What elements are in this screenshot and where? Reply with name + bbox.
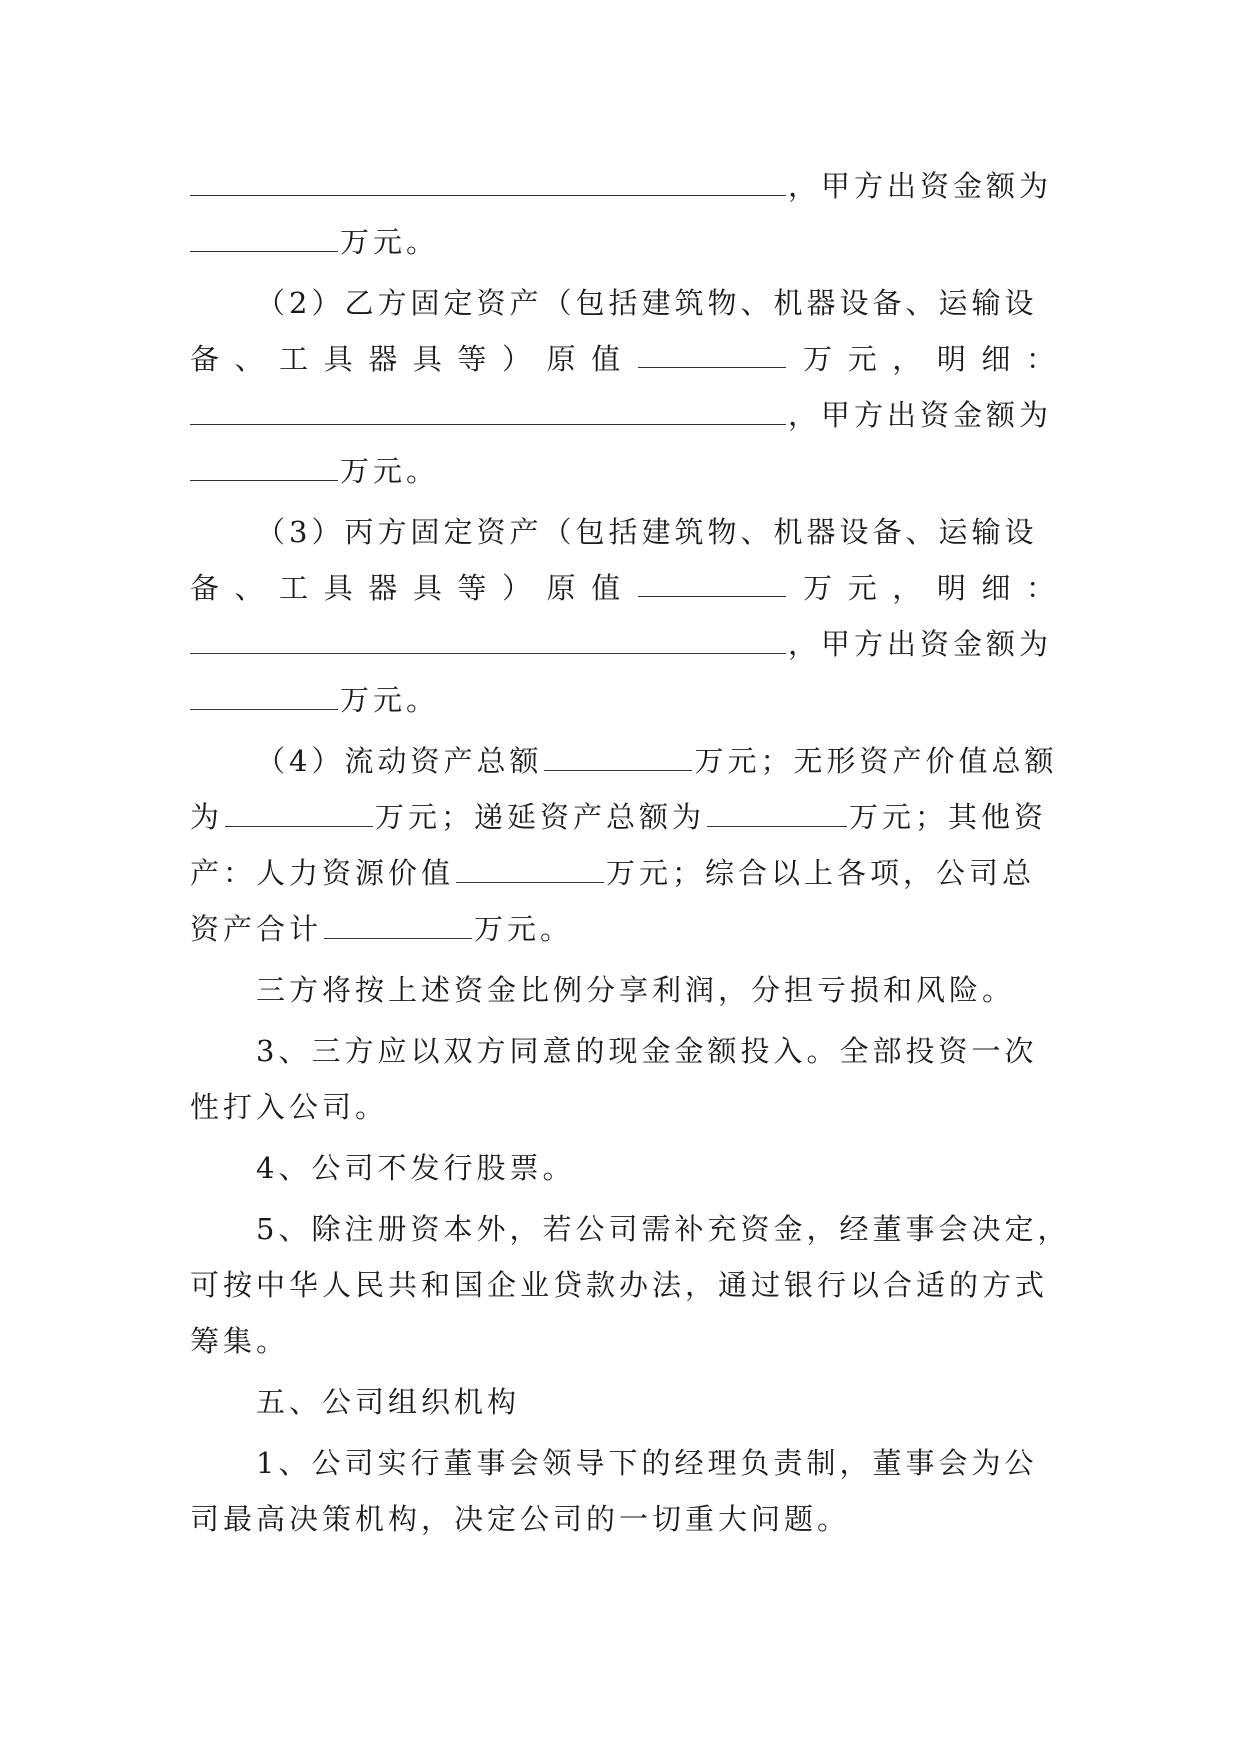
char: 具 bbox=[323, 571, 353, 605]
text-line bbox=[256, 1148, 1055, 1188]
text-line bbox=[190, 1321, 1055, 1361]
char: 明 bbox=[936, 571, 966, 605]
blank-field bbox=[190, 167, 786, 196]
char: 值 bbox=[591, 342, 621, 376]
line-text: 万元。 bbox=[340, 683, 440, 717]
char: ） bbox=[501, 342, 531, 376]
char: 万 bbox=[803, 571, 833, 605]
line-text: ，甲方出资金额为 bbox=[788, 398, 1053, 432]
line-text: 万元。 bbox=[340, 454, 440, 488]
text-line bbox=[190, 909, 1055, 949]
char: 备 bbox=[190, 571, 220, 605]
text-line bbox=[190, 1265, 1055, 1305]
line-text: 万元；递延资产总额为 bbox=[375, 800, 706, 834]
char: 明 bbox=[936, 342, 966, 376]
char: 具 bbox=[412, 342, 442, 376]
text-line bbox=[190, 797, 1055, 837]
char: 元 bbox=[847, 342, 877, 376]
char: 原 bbox=[546, 342, 576, 376]
char: 工 bbox=[279, 342, 309, 376]
char: 等 bbox=[457, 571, 487, 605]
line-text: 为 bbox=[190, 800, 224, 834]
line-text: 1、公司实行董事会领导下的经理负责制，董事会为公 bbox=[256, 1446, 1038, 1480]
char: ） bbox=[501, 571, 531, 605]
line-text: （4）流动资产总额 bbox=[256, 744, 543, 778]
char: 、 bbox=[234, 342, 264, 376]
blank-field bbox=[190, 396, 786, 425]
blank-field bbox=[638, 568, 786, 597]
line-text: 万元。 bbox=[340, 225, 440, 259]
section-heading bbox=[256, 1382, 1055, 1422]
line-text: 可按中华人民共和国企业贷款办法，通过银行以合适的方式 bbox=[190, 1268, 1049, 1302]
char: 备 bbox=[190, 342, 220, 376]
blank-field bbox=[190, 625, 786, 654]
line-text: 司最高决策机构，决定公司的一切重大问题。 bbox=[190, 1502, 851, 1536]
line-text: 性打入公司。 bbox=[190, 1090, 389, 1124]
char: 等 bbox=[457, 342, 487, 376]
heading-text: 五、公司组织机构 bbox=[256, 1385, 521, 1419]
line-text: 产：人力资源价值 bbox=[190, 856, 455, 890]
line-text: ，甲方出资金额为 bbox=[788, 627, 1053, 661]
text-line bbox=[256, 283, 1055, 323]
char: 万 bbox=[803, 342, 833, 376]
char: 具 bbox=[412, 571, 442, 605]
text-line bbox=[190, 166, 1055, 206]
blank-field bbox=[190, 223, 338, 252]
text-line bbox=[190, 451, 1055, 491]
blank-field bbox=[225, 798, 373, 827]
text-line bbox=[256, 741, 1058, 781]
char: 、 bbox=[234, 571, 264, 605]
text-line bbox=[190, 339, 1055, 379]
char: 值 bbox=[591, 571, 621, 605]
text-line bbox=[256, 512, 1055, 552]
line-text: （3）丙方固定资产（包括建筑物、机器设备、运输设 bbox=[256, 515, 1038, 549]
char: 器 bbox=[368, 571, 398, 605]
char: 具 bbox=[323, 342, 353, 376]
char: 细 bbox=[981, 342, 1011, 376]
char: 原 bbox=[546, 571, 576, 605]
line-text: 4、公司不发行股票。 bbox=[256, 1151, 576, 1185]
text-line bbox=[256, 1031, 1055, 1071]
blank-field bbox=[456, 854, 604, 883]
text-line bbox=[190, 1499, 1055, 1539]
char: ， bbox=[892, 342, 922, 376]
char: ， bbox=[892, 571, 922, 605]
text-line bbox=[256, 1443, 1055, 1483]
blank-field bbox=[544, 742, 692, 771]
line-text: （2）乙方固定资产（包括建筑物、机器设备、运输设 bbox=[256, 286, 1038, 320]
blank-field bbox=[190, 452, 338, 481]
blank-field bbox=[324, 910, 472, 939]
char: 器 bbox=[368, 342, 398, 376]
text-line bbox=[190, 395, 1055, 435]
line-text: 万元；无形资产价值总额 bbox=[694, 744, 1058, 778]
char: 元 bbox=[847, 571, 877, 605]
char: 细 bbox=[981, 571, 1011, 605]
char: ： bbox=[1025, 571, 1055, 605]
text-line bbox=[256, 970, 1055, 1010]
text-line bbox=[190, 568, 1055, 608]
line-text: ，甲方出资金额为 bbox=[788, 169, 1053, 203]
char: ： bbox=[1025, 342, 1055, 376]
blank-field bbox=[707, 798, 847, 827]
line-text: 资产合计 bbox=[190, 912, 323, 946]
line-text: 3、三方应以双方同意的现金金额投入。全部投资一次 bbox=[256, 1034, 1038, 1068]
text-line bbox=[190, 222, 1055, 262]
line-text: 三方将按上述资金比例分享利润，分担亏损和风险。 bbox=[256, 973, 1016, 1007]
text-line bbox=[256, 1209, 1071, 1249]
text-line bbox=[190, 680, 1055, 720]
line-text: 万元。 bbox=[474, 912, 574, 946]
line-text: 5、除注册资本外，若公司需补充资金，经董事会决定， bbox=[256, 1212, 1071, 1246]
text-line bbox=[190, 624, 1055, 664]
text-line bbox=[190, 1087, 1055, 1127]
line-text: 筹集。 bbox=[190, 1324, 290, 1358]
line-text: 万元；综合以上各项，公司总 bbox=[606, 856, 1036, 890]
text-line bbox=[190, 853, 1055, 893]
line-text: 万元；其他资 bbox=[849, 800, 1048, 834]
char: 工 bbox=[279, 571, 309, 605]
blank-field bbox=[190, 681, 338, 710]
blank-field bbox=[638, 339, 786, 368]
